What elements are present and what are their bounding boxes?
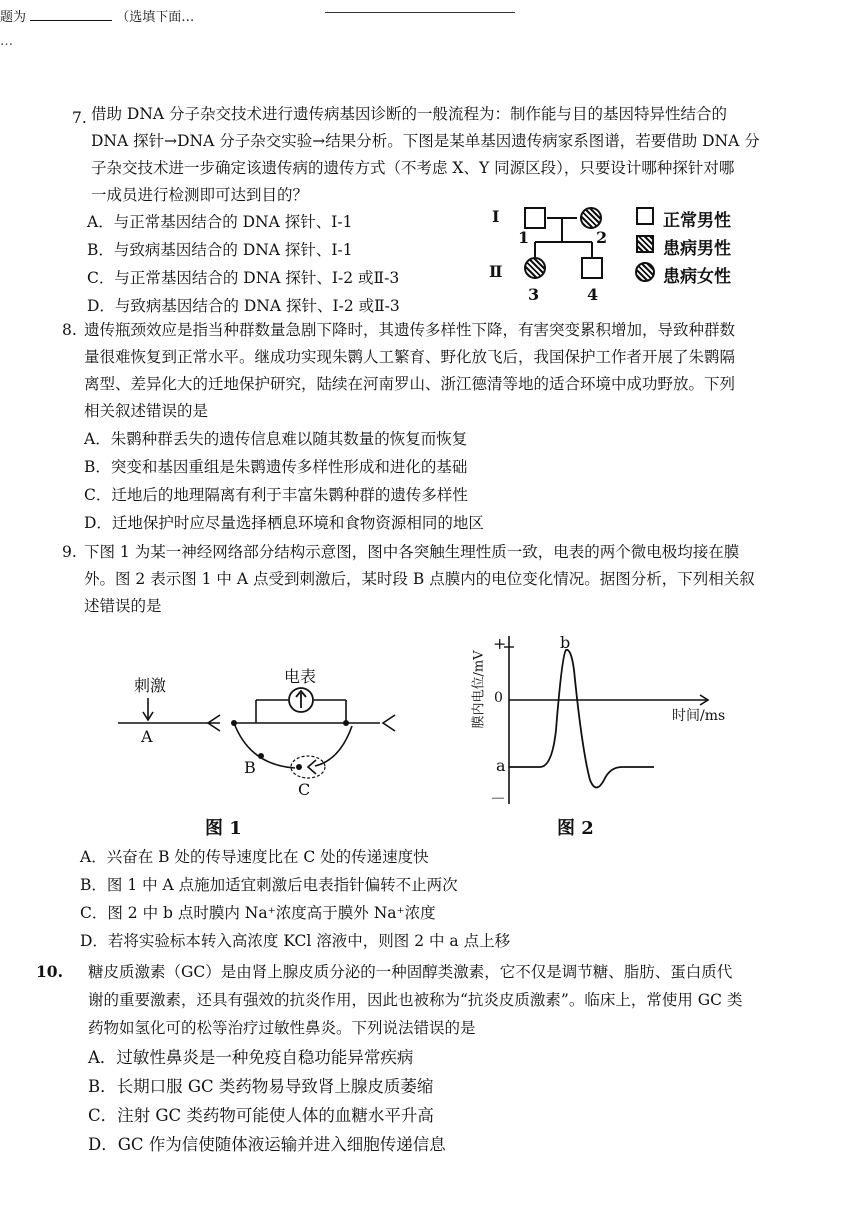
pedigree-label-4: 4 [587, 285, 599, 304]
q7-line-3: 子杂交技术进一步确定该遗传病的遗传方式（不考虑 X、Y 同源区段），只要设计哪种探针对哪 [91, 159, 735, 177]
q9-line-2: 外。图 2 表示图 1 中 A 点受到刺激后，某时段 B 点膜内的电位变化情况。据图分析，下列相关叙 [84, 570, 755, 588]
q10-number: 10. [36, 962, 63, 981]
pedigree-label-3: 3 [528, 285, 540, 304]
q7-line-4: 一成员进行检测即可达到目的？ [91, 186, 309, 204]
legend-normal-male-icon [636, 207, 654, 225]
fig1-point-c: C [298, 780, 311, 799]
fig2-a-level: a [496, 756, 506, 775]
fig1-meter-label: 电表 [284, 667, 317, 686]
q8-option-d: D．迁地保护时应尽量选择栖息环境和食物资源相同的地区 [84, 514, 484, 532]
fig2-x-axis-label: 时间/ms [672, 708, 726, 724]
q7-line-2: DNA 探针→DNA 分子杂交实验→结果分析。下图是某单基因遗传病家系图谱，若要借助 DNA 分 [91, 132, 760, 150]
pedigree-label-2: 2 [596, 228, 608, 247]
fig2-zero: 0 [494, 690, 503, 706]
q8-line-2: 量很难恢复到正常水平。继成功实现朱鹮人工繁育、野化放飞后，我国保护工作者开展了朱鹮隔 [84, 348, 736, 366]
header-fragment [0, 8, 194, 28]
legend-normal-male: 正常男性 [663, 211, 731, 231]
fig1-stimulus-label: 刺激 [134, 676, 167, 695]
header-rule [325, 12, 515, 13]
pedigree-I-2-affected-female [580, 207, 602, 229]
q10-option-d: D．GC 作为信使随体液运输并进入细胞传递信息 [88, 1135, 446, 1154]
q8-line-3: 离型、差异化大的迁地保护研究，陆续在河南罗山、浙江德清等地的适合环境中成功野放。下列 [84, 375, 736, 393]
q10-option-b: B．长期口服 GC 类药物易导致肾上腺皮质萎缩 [88, 1077, 434, 1096]
fig2-minus: － [490, 789, 507, 808]
q9-option-a: A．兴奋在 B 处的传导速度比在 C 处的传递速度快 [80, 848, 429, 866]
fig1-caption: 图 1 [205, 818, 242, 839]
pedigree-I-1-affected-male [524, 207, 546, 229]
q9-line-3: 述错误的是 [84, 597, 162, 615]
generation-2-label: Ⅱ [489, 262, 503, 281]
q7-option-b: B．与致病基因结合的 DNA 探针、Ⅰ-1 [87, 241, 353, 259]
q10-option-c: C．注射 GC 类药物可能使人体的血糖水平升高 [88, 1106, 434, 1125]
q8-option-a: A．朱鹮种群丢失的遗传信息难以随其数量的恢复而恢复 [84, 430, 468, 448]
q7-number: 7. [72, 109, 87, 127]
header-text-2: （选填下面… [116, 10, 195, 25]
fig1-point-a: A [141, 727, 153, 746]
q8-line-1: 遗传瓶颈效应是指当种群数量急剧下降时，其遗传多样性下降，有害突变累积增加，导致种群数 [84, 321, 736, 339]
q7-option-a: A．与正常基因结合的 DNA 探针、Ⅰ-1 [87, 213, 353, 231]
q8-option-c: C．迁地后的地理隔离有利于丰富朱鹮种群的遗传多样性 [84, 486, 468, 504]
q10-line-3: 药物如氢化可的松等治疗过敏性鼻炎。下列说法错误的是 [88, 1019, 476, 1037]
fig2-caption: 图 2 [557, 818, 594, 839]
fig1-point-b: B [244, 758, 256, 777]
q8-line-4: 相关叙述错误的是 [84, 402, 209, 420]
q7-option-c: C．与正常基因结合的 DNA 探针、Ⅰ-2 或Ⅱ-3 [87, 269, 400, 287]
q10-line-1: 糖皮质激素（GC）是由肾上腺皮质分泌的一种固醇类激素，它不仅是调节糖、脂肪、蛋白质代 [88, 963, 733, 981]
q8-number: 8. [62, 321, 77, 339]
q9-line-1: 下图 1 为某一神经网络部分结构示意图，图中各突触生理性质一致，电表的两个微电极均接在膜 [84, 543, 740, 561]
q9-option-b: B．图 1 中 A 点施加适宜刺激后电表指针偏转不止两次 [80, 876, 458, 894]
legend-affected-female-icon [635, 262, 655, 282]
fig2-peak-b: b [560, 633, 571, 652]
blank-underline [30, 20, 112, 21]
q9-number: 9. [62, 543, 77, 561]
pedigree-label-1: 1 [518, 228, 530, 247]
q9-option-d: D．若将实验标本转入高浓度 KCl 溶液中，则图 2 中 a 点上移 [80, 932, 511, 950]
header-text-1: 题为 [0, 10, 27, 25]
pedigree-II-3-affected-female [524, 257, 546, 279]
q10-line-2: 谢的重要激素，还具有强效的抗炎作用，因此也被称为“抗炎皮质激素”。临床上，常使用 GC 类 [88, 991, 743, 1009]
header-fragment-2: … [0, 34, 13, 49]
legend-affected-male: 患病男性 [663, 239, 731, 259]
q7-line-1: 借助 DNA 分子杂交技术进行遗传病基因诊断的一般流程为：制作能与目的基因特异性结合的 [91, 105, 728, 123]
q7-option-d: D．与致病基因结合的 DNA 探针、Ⅰ-2 或Ⅱ-3 [87, 297, 400, 315]
fig2-plus: + [493, 634, 507, 653]
legend-affected-male-icon [636, 235, 654, 253]
legend-affected-female: 患病女性 [663, 267, 731, 287]
q8-option-b: B．突变和基因重组是朱鹮遗传多样性形成和进化的基础 [84, 458, 468, 476]
fig2-y-axis-label: 膜内电位/mV [471, 650, 487, 729]
q9-option-c: C．图 2 中 b 点时膜内 Na⁺浓度高于膜外 Na⁺浓度 [80, 904, 436, 922]
pedigree-II-4-normal-male [581, 257, 603, 279]
q10-option-a: A．过敏性鼻炎是一种免疫自稳功能异常疾病 [88, 1048, 414, 1067]
generation-1-label: Ⅰ [492, 207, 500, 226]
